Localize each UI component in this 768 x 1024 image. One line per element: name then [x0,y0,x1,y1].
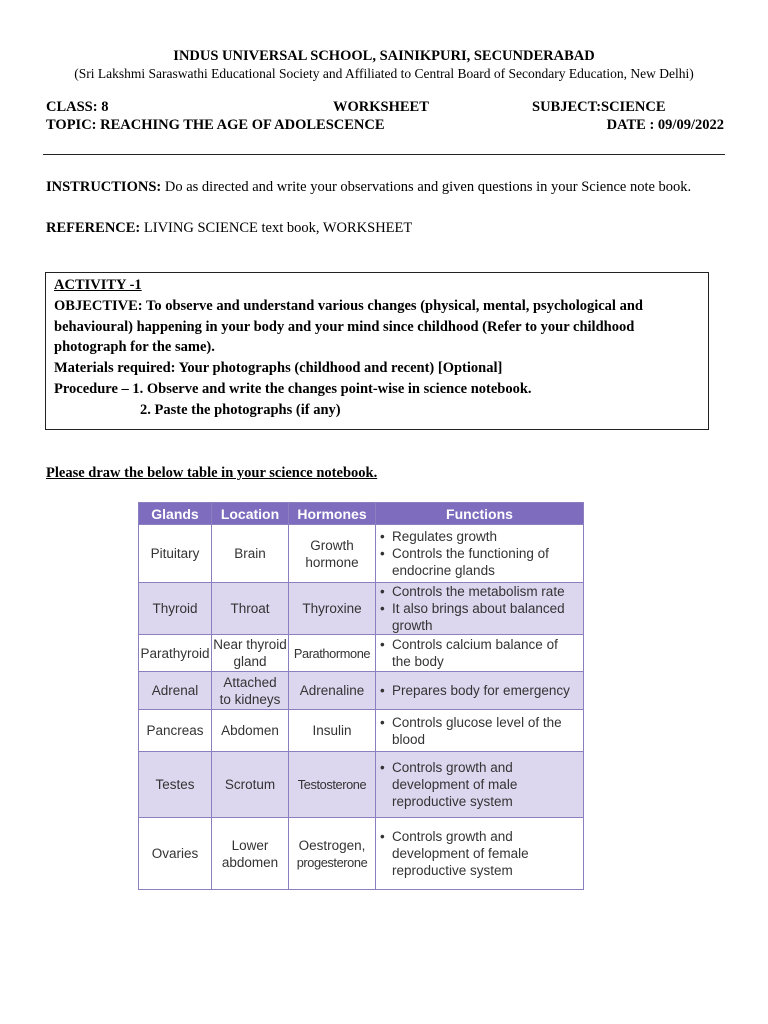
hormone-cell [289,672,376,710]
function-text: endocrine glands [392,563,495,578]
hormone-line: hormone [305,554,359,570]
activity-procedure-step: Procedure – 1. Observe and write the changes point-wise in science notebook. [54,380,532,397]
instructions-text: Do as directed and write your observations and given questions in your Science note book. [161,179,692,195]
table-row [139,583,584,635]
location-cell [212,710,289,752]
glands-table [138,502,584,890]
location-line: to kidneys [219,691,281,707]
function-cell [376,525,584,583]
function-cell [376,818,584,890]
bullet-icon: • [380,637,385,652]
function-text: development of male [392,777,518,792]
table-row [139,672,584,710]
function-text: growth [392,618,433,633]
glands-table-body [139,525,584,890]
table-row [139,710,584,752]
function-cell [376,672,584,710]
location-cell [212,635,289,672]
gland-cell: Pancreas [139,710,212,752]
function-text: Controls the metabolism rate [392,584,565,599]
function-line [380,528,580,545]
location-line: Attached [223,674,277,690]
function-line [380,714,580,731]
function-text: development of female [392,846,529,861]
header-divider [43,154,725,155]
hormone-cell [289,710,376,752]
bullet-icon: • [380,601,385,616]
hormone-line: Insulin [312,723,352,738]
school-affiliation: (Sri Lakshmi Saraswathi Educational Society and Affiliated to Central Board of Secondary Education, New Delhi) [74,66,694,81]
class-label: CLASS: 8 [46,99,109,115]
activity-procedure-step: 2. Paste the photographs (if any) [140,401,341,418]
function-line [380,862,580,879]
function-line [380,776,580,793]
header-cell-glands: Glands [139,503,212,525]
table-row [139,635,584,672]
function-text: Regulates growth [392,529,498,544]
bullet-icon [380,731,392,748]
hormone-line: Testosterone [297,777,367,792]
activity-objective-line: behavioural) happening in your body and your mind since childhood (Refer to your childhood [54,318,635,335]
function-cell [376,752,584,818]
bullet-icon [380,776,392,793]
location-line: gland [233,654,267,669]
instructions-label: INSTRUCTIONS: [46,179,162,195]
worksheet-label: WORKSHEET [333,99,429,115]
bullet-icon: • [380,714,385,730]
location-line: Throat [230,601,270,616]
location-line: abdomen [221,854,279,870]
function-line [380,793,580,810]
hormone-line: Growth [310,537,354,553]
bullet-icon: • [380,760,385,775]
school-name: INDUS UNIVERSAL SCHOOL, SAINIKPURI, SECUNDERABAD [173,48,595,64]
reference-label: REFERENCE: [46,220,141,236]
function-line [380,653,580,670]
bullet-icon [380,653,392,670]
function-line [380,583,580,600]
function-text: the body [392,654,444,669]
function-text: reproductive system [392,863,513,878]
topic-label: TOPIC: REACHING THE AGE OF ADOLESCENCE [46,117,385,133]
activity-objective-line: OBJECTIVE: To observe and understand various changes (physical, mental, psychological and [54,297,643,314]
date-label: DATE : 09/09/2022 [606,117,724,133]
function-line [380,562,580,579]
function-text: Controls growth and [392,760,513,775]
glands-table-header [139,503,584,525]
function-cell [376,635,584,672]
function-text: Controls glucose level of the [392,714,562,730]
function-line [380,731,580,748]
bullet-icon [380,617,392,634]
hormone-cell [289,752,376,818]
reference [46,220,412,237]
bullet-icon [380,845,392,862]
function-cell [376,583,584,635]
location-cell [212,818,289,890]
location-cell [212,752,289,818]
gland-cell: Adrenal [139,672,212,710]
location-cell [212,672,289,710]
hormone-cell [289,525,376,583]
hormone-line: Parathormone [293,645,371,661]
gland-cell: Ovaries [139,818,212,890]
function-line [380,845,580,862]
activity-materials: Materials required: Your photographs (childhood and recent) [Optional] [54,360,503,377]
table-instruction: Please draw the below table in your science notebook. [46,465,378,481]
bullet-icon [380,793,392,810]
hormone-line: Adrenaline [299,683,365,698]
function-line [380,600,580,617]
activity-title: ACTIVITY -1 [54,277,142,293]
bullet-icon: • [380,529,385,544]
function-text: Controls the functioning of [392,546,549,561]
function-line [380,828,580,845]
location-line: Abdomen [221,723,279,738]
hormone-line: progesterone [296,854,368,870]
function-text: reproductive system [392,794,513,809]
function-line [380,682,580,699]
hormone-cell [289,583,376,635]
activity-objective-line: photograph for the same). [54,339,215,356]
gland-cell: Testes [139,752,212,818]
table-row [139,525,584,583]
bullet-icon: • [380,584,385,599]
gland-cell: Pituitary [139,525,212,583]
subject-label: SUBJECT:SCIENCE [532,99,666,115]
function-text: Prepares body for emergency [392,683,570,698]
bullet-icon [380,562,392,579]
location-line: Near thyroid [213,637,287,652]
bullet-icon: • [380,683,385,698]
header-cell-functions: Functions [376,503,584,525]
function-line [380,759,580,776]
bullet-icon: • [380,829,385,844]
location-cell [212,583,289,635]
location-line: Lower [231,837,269,853]
reference-text: LIVING SCIENCE text book, WORKSHEET [140,220,413,236]
table-row [139,752,584,818]
hormone-cell [289,635,376,672]
gland-cell: Thyroid [139,583,212,635]
header-cell-location: Location [212,503,289,525]
bullet-icon [380,862,392,879]
hormone-line: Thyroxine [302,601,362,616]
function-line [380,617,580,634]
function-text: blood [392,731,426,747]
hormone-cell [289,818,376,890]
gland-cell: Parathyroid [139,635,212,672]
table-row [139,818,584,890]
activity-box [45,272,709,430]
instructions [46,179,691,196]
function-text: Controls calcium balance of [392,637,558,652]
function-line [380,636,580,653]
function-text: Controls growth and [392,829,513,844]
hormone-line: Oestrogen, [298,837,366,853]
location-line: Brain [234,546,266,561]
function-text: It also brings about balanced [392,601,565,616]
header-cell-hormones: Hormones [289,503,376,525]
function-line [380,545,580,562]
location-cell [212,525,289,583]
function-cell [376,710,584,752]
bullet-icon: • [380,546,385,561]
location-line: Scrotum [224,777,276,792]
